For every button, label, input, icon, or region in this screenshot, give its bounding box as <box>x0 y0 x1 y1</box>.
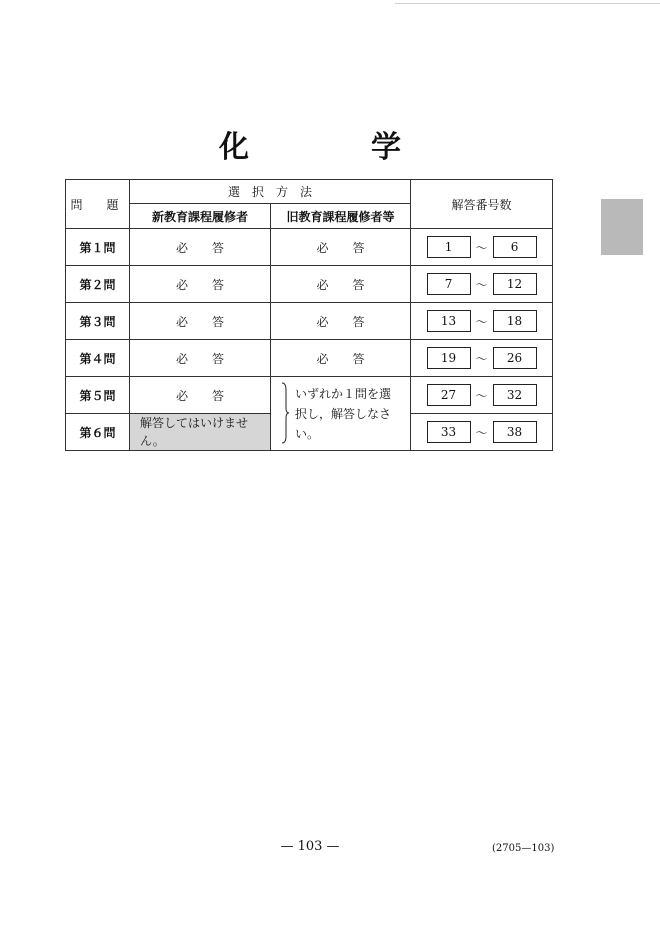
page-number: — 103 — <box>280 839 340 854</box>
answer-to-box: 32 <box>493 384 537 406</box>
page-title: 化 学 <box>219 130 447 165</box>
answer-from-box: 13 <box>427 310 471 332</box>
table-row <box>66 340 553 377</box>
header-question: 問 題 <box>66 180 130 229</box>
new-method: 必 答 <box>130 266 271 303</box>
selection-table <box>65 179 553 451</box>
table-row <box>66 229 553 266</box>
answer-range <box>411 377 553 414</box>
tilde: ～ <box>475 388 488 403</box>
old-method: 必 答 <box>271 266 411 303</box>
side-index-tab <box>601 199 643 255</box>
tilde: ～ <box>475 277 488 292</box>
header-answer-numbers: 解答番号数 <box>411 180 553 229</box>
table-row <box>66 377 553 414</box>
question-label: 第５問 <box>66 377 130 414</box>
top-rule <box>395 3 660 4</box>
new-method: 必 答 <box>130 340 271 377</box>
answer-range <box>411 229 553 266</box>
question-label: 第２問 <box>66 266 130 303</box>
tilde: ～ <box>475 351 488 366</box>
header-new-curriculum: 新教育課程履修者 <box>130 204 271 229</box>
table-row <box>66 266 553 303</box>
answer-from-box: 33 <box>427 421 471 443</box>
old-method-choice <box>271 377 411 451</box>
answer-range <box>411 340 553 377</box>
brace-icon <box>280 382 290 444</box>
new-method: 必 答 <box>130 377 271 414</box>
header-old-curriculum: 旧教育課程履修者等 <box>271 204 411 229</box>
tilde: ～ <box>475 240 488 255</box>
document-code: (2705—103) <box>492 843 555 854</box>
question-label: 第６問 <box>66 414 130 451</box>
answer-from-box: 7 <box>427 273 471 295</box>
question-label: 第４問 <box>66 340 130 377</box>
table-row <box>66 303 553 340</box>
question-label: 第１問 <box>66 229 130 266</box>
new-method: 必 答 <box>130 303 271 340</box>
answer-from-box: 27 <box>427 384 471 406</box>
old-method: 必 答 <box>271 229 411 266</box>
answer-to-box: 12 <box>493 273 537 295</box>
answer-range <box>411 414 553 451</box>
answer-from-box: 1 <box>427 236 471 258</box>
answer-range <box>411 266 553 303</box>
answer-to-box: 6 <box>493 236 537 258</box>
header-method: 選 択 方 法 <box>130 180 411 204</box>
answer-range <box>411 303 553 340</box>
old-choice-text: いずれか１問を選択し，解答しなさい。 <box>295 386 392 441</box>
tilde: ～ <box>475 425 488 440</box>
new-method-not-allowed: 解答してはいけません。 <box>130 414 271 451</box>
answer-to-box: 18 <box>493 310 537 332</box>
question-label: 第３問 <box>66 303 130 340</box>
tilde: ～ <box>475 314 488 329</box>
answer-to-box: 38 <box>493 421 537 443</box>
answer-from-box: 19 <box>427 347 471 369</box>
old-method: 必 答 <box>271 340 411 377</box>
answer-to-box: 26 <box>493 347 537 369</box>
new-method: 必 答 <box>130 229 271 266</box>
old-method: 必 答 <box>271 303 411 340</box>
